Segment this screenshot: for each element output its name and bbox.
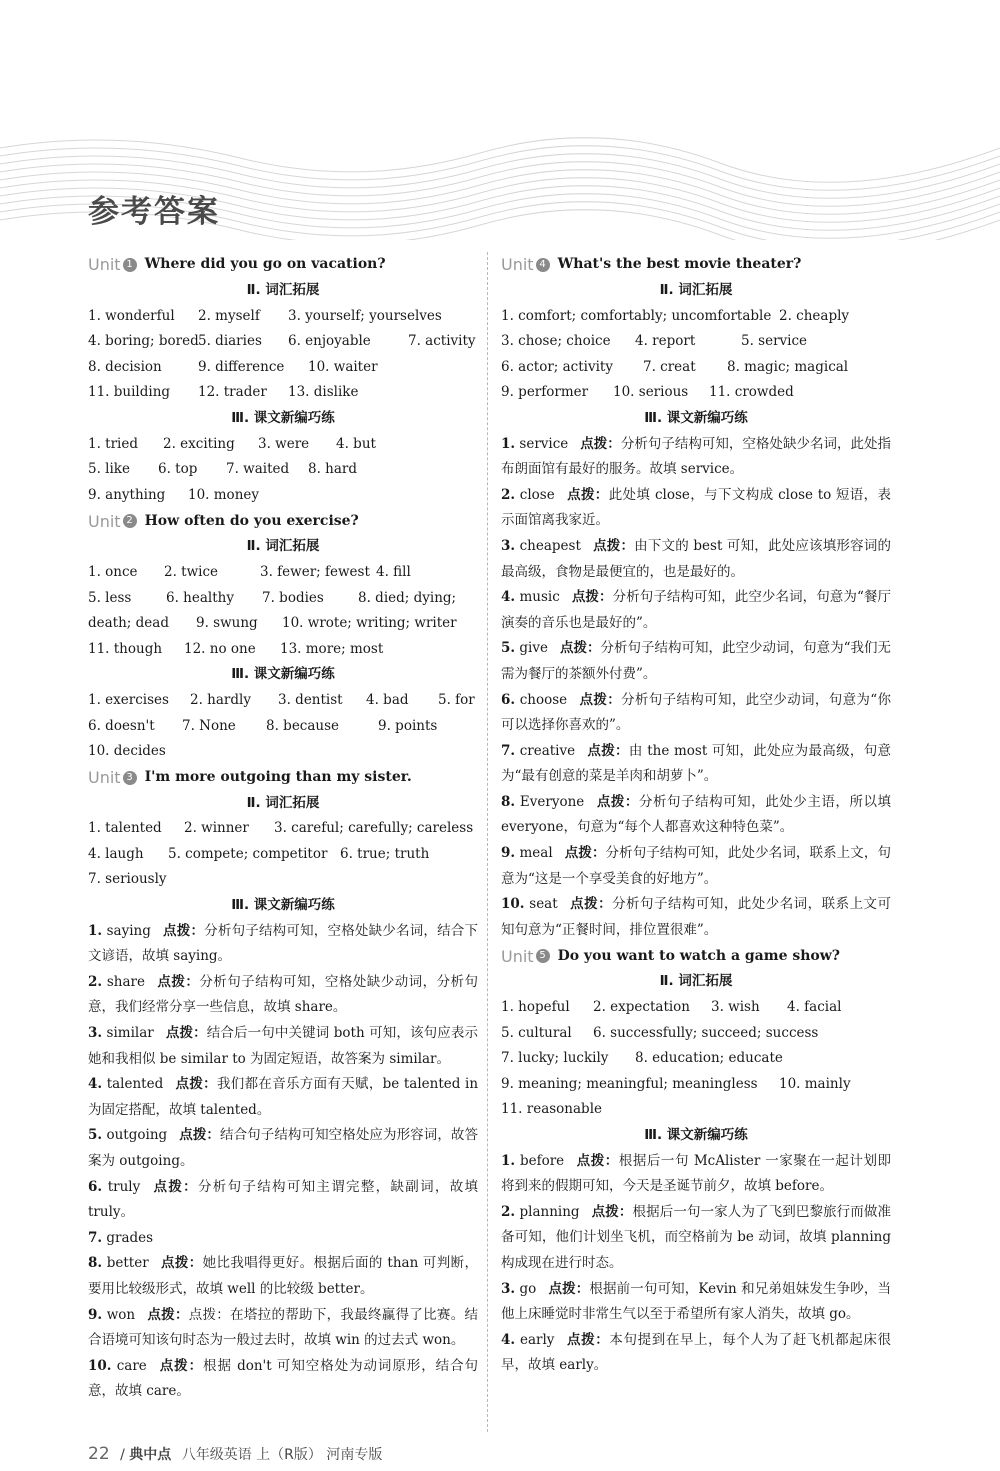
unit-number-badge: 1 (123, 258, 137, 272)
answer: 11. crowded (709, 384, 794, 401)
explanation-item: 10. seat 点拨：分析句子结构可知，此处少名词，联系上文可知句意为“正餐时间，排位置很难”。 (501, 896, 892, 938)
explanation-item: 4. talented 点拨：我们都在音乐方面有天赋，be talented in 为固定搭配，故填 talented。 (88, 1076, 479, 1118)
answer: 4. but (336, 435, 376, 452)
answer-row (501, 1097, 891, 1123)
answer: 7. activity (408, 333, 476, 350)
answer-row (88, 867, 478, 893)
answer: 4. laugh (88, 845, 144, 862)
answer: 10. decides (88, 743, 166, 760)
answer: 8. died; dying; (358, 589, 457, 606)
unit-5-header (501, 943, 891, 969)
answer-row (88, 560, 478, 586)
answer: 4. bad (366, 691, 409, 708)
section-heading: Ⅲ. 课文新编巧练 (231, 409, 335, 426)
explanation-item: 2. close 点拨：此处填 close，与下文构成 close to 短语，表示面馆离我家近。 (501, 486, 892, 529)
answer: 8. decision (88, 358, 162, 375)
answer: 2. twice (164, 563, 219, 580)
unit-title: I'm more outgoing than my sister. (144, 768, 412, 785)
answer: death; dead (88, 615, 169, 632)
answer: 11. reasonable (501, 1101, 602, 1118)
answer: 1. wonderful (88, 307, 175, 324)
answer-row (501, 380, 891, 406)
answer: 8. because (266, 717, 340, 734)
explanation-item: 5. outgoing 点拨：结合句子结构可知空格处应为形容词，故答案为 outgoing。 (88, 1127, 479, 1169)
unit-title: How often do you exercise? (144, 512, 359, 529)
answer: 10. wrote; writing; writer (282, 615, 457, 632)
answer-row (501, 329, 891, 355)
book-title: 八年级英语 上（R版） 河南专版 (181, 1447, 383, 1463)
answer: 4. report (635, 333, 696, 350)
answer: 3. careful; carefully; careless (274, 820, 474, 837)
answer: 10. serious (613, 384, 689, 401)
explanation-item: 8. Everyone 点拨：分析句子结构可知，此处少主语，所以填 everyone，句意为“每个人都喜欢这种特色菜”。 (501, 793, 892, 836)
explanation-item: 10. care 点拨：根据 don't 可知空格处为动词原形，结合句意，故填 care。 (88, 1357, 479, 1400)
brand-name: 典中点 (129, 1447, 172, 1463)
explanation-item: 5. give 点拨：分析句子结构可知，此空少动词，句意为“我们无需为餐厅的茶额外付费”。 (501, 640, 892, 682)
explanation-item: 6. truly 点拨：分析句子结构可知主谓完整，缺副词，故填 truly。 (88, 1178, 479, 1221)
answer: 11. building (88, 384, 171, 401)
answer-row (88, 380, 478, 406)
answer-row (88, 816, 478, 842)
section-heading: Ⅱ. 词汇拓展 (659, 282, 733, 298)
unit-title: Where did you go on vacation? (144, 256, 386, 273)
answer-row (88, 355, 478, 381)
right-column (501, 252, 891, 1379)
explanation-item: 2. planning 点拨：根据后一句一家人为了飞到巴黎旅行而做准备可知，他们计划坐飞机，而空格前为 be 动词，故填 planning 构成现在进行时态。 (501, 1203, 892, 1271)
explanation-item: 6. choose 点拨：分析句子结构可知，此空少动词，句意为“你可以选择你喜欢的”。 (501, 691, 892, 734)
answer: 9. performer (501, 384, 589, 401)
answer-row (88, 739, 478, 765)
answer: 7. lucky; luckily (501, 1050, 609, 1067)
answer-row (501, 1021, 891, 1047)
answer-row (501, 995, 891, 1021)
unit-number-badge: 4 (536, 258, 550, 272)
explanation-item: 1. service 点拨：分析句子结构可知，空格处缺少名词，此处指布朗面馆有最好的服务。故填 service。 (501, 435, 892, 478)
explanation-item: 4. music 点拨：分析句子结构可知，此空少名词，句意为“餐厅演奏的音乐也是最好的”。 (501, 589, 892, 631)
answer: 6. top (158, 461, 198, 478)
answer: 3. dentist (278, 691, 343, 708)
answer: 2. myself (198, 307, 260, 324)
section-heading: Ⅱ. 词汇拓展 (659, 973, 733, 990)
answer: 6. actor; activity (501, 358, 613, 375)
answer: 10. money (188, 486, 260, 503)
answer: 10. waiter (308, 358, 378, 375)
unit-number-badge: 2 (123, 514, 137, 528)
answer-row (88, 329, 478, 355)
explanation-item: 1. saying 点拨：分析句子结构可知，空格处缺少名词，结合下文谚语，故填 saying。 (88, 922, 479, 965)
section-heading: Ⅲ. 课文新编巧练 (644, 409, 748, 426)
answer: 12. no one (184, 640, 256, 657)
answer: 1. talented (88, 820, 162, 837)
answer: 2. cheaply (779, 307, 850, 324)
answer: 1. once (88, 563, 138, 580)
answer: 5. compete; competitor (168, 845, 328, 862)
answer-row (501, 304, 891, 330)
answer: 3. chose; choice (501, 333, 611, 350)
answer: 5. less (88, 589, 132, 606)
unit-label: Unit (88, 255, 121, 275)
unit-2-header (88, 508, 478, 534)
left-column (88, 252, 478, 1405)
unit-label: Unit (88, 511, 121, 531)
explanation-item: 3. go 点拨：根据前一句可知，Kevin 和兄弟姐妹发生争吵，当他上床睡觉时非常生气以至于希望所有家人消失，故填 go。 (501, 1280, 891, 1323)
unit-title: Do you want to watch a game show? (557, 947, 840, 964)
explanation-item: 8. better 点拨：她比我唱得更好。根据后面的 than 可判断，要用比较级形式，故填 well 的比较级 better。 (88, 1255, 479, 1297)
unit-4-header (501, 252, 891, 278)
answer-row (501, 1072, 891, 1098)
answer-row (88, 842, 478, 868)
section-heading: Ⅱ. 词汇拓展 (246, 794, 320, 811)
answer-row (501, 355, 891, 381)
answer: 6. true; truth (340, 845, 430, 862)
answer: 13. more; most (280, 640, 384, 657)
unit-label: Unit (88, 767, 121, 787)
explanation-item: 7. creative 点拨：由 the most 可知，此处应为最高级，句意为“最有创意的菜是羊肉和胡萝卜”。 (501, 742, 892, 785)
answer: 11. though (88, 640, 163, 657)
explanation-item: 7. grades (88, 1229, 154, 1246)
unit-title: What's the best movie theater? (557, 256, 802, 273)
answer: 9. points (378, 717, 438, 734)
answer-row (88, 714, 478, 740)
answer-row (88, 457, 478, 483)
answer: 9. anything (88, 486, 166, 503)
answer: 1. comfort; comfortably; uncomfortable (501, 307, 772, 324)
answer: 3. yourself; yourselves (288, 307, 442, 324)
answer: 9. swung (196, 615, 258, 632)
explanation-item: 9. meal 点拨：分析句子结构可知，此处少名词，联系上文，句意为“这是一个享受美食的好地方”。 (501, 845, 891, 887)
answer: 12. trader (198, 384, 267, 401)
answer: 9. meaning; meaningful; meaningless (501, 1075, 758, 1092)
page-title: 参考答案 (88, 194, 220, 230)
answer: 6. doesn't (88, 717, 155, 734)
explanation-item: 9. won 点拨：点拨：在塔拉的帮助下，我最终赢得了比赛。结合语境可知该句时态为一般过去时，故填 win 的过去式 won。 (88, 1306, 479, 1349)
answer: 8. magic; magical (727, 358, 849, 375)
explanation-item: 3. cheapest 点拨：由下文的 best 可知，此处应该填形容词的最高级，食物是最便宜的，也是最好的。 (501, 537, 892, 580)
answer: 2. hardly (190, 691, 251, 708)
footer-slash: / (120, 1447, 125, 1463)
explanation-item: 1. before 点拨：根据后一句 McAlister 一家聚在一起计划即将到来的假期可知，今天是圣诞节前夕，故填 before。 (501, 1152, 892, 1195)
answer-row (88, 688, 478, 714)
section-heading: Ⅱ. 词汇拓展 (246, 282, 320, 298)
answer: 13. dislike (288, 384, 359, 401)
answer: 2. winner (184, 820, 249, 837)
answer: 7. waited (226, 461, 290, 478)
answer: 7. seriously (88, 871, 167, 888)
answer: 5. cultural (501, 1024, 572, 1041)
answer-row (88, 611, 478, 637)
answer: 3. fewer; fewest (260, 563, 370, 580)
answer: 7. None (182, 717, 236, 734)
answer: 5. service (741, 333, 808, 350)
answer: 3. were (258, 435, 310, 452)
answer: 4. facial (787, 999, 842, 1016)
answer: 10. mainly (779, 1075, 851, 1092)
answer: 3. wish (711, 999, 760, 1016)
answer: 4. boring; bored (88, 333, 199, 350)
page-footer (88, 1444, 382, 1464)
answer: 6. successfully; succeed; success (593, 1024, 819, 1041)
section-heading: Ⅱ. 词汇拓展 (246, 538, 320, 555)
answer: 8. education; educate (635, 1050, 783, 1067)
section-heading: Ⅲ. 课文新编巧练 (231, 897, 335, 914)
answer-row (88, 432, 478, 458)
answer-row (88, 483, 478, 509)
unit-number-badge: 5 (536, 949, 550, 963)
explanation-item: 2. share 点拨：分析句子结构可知，空格处缺少动词，分析句意，我们经常分享一些信息，故填 share。 (88, 973, 479, 1016)
answer: 6. enjoyable (288, 333, 371, 350)
answer: 2. exciting (163, 435, 235, 452)
answer: 5. like (88, 461, 130, 478)
unit-3-header (88, 765, 478, 791)
unit-1-header (88, 252, 478, 278)
unit-label: Unit (501, 255, 534, 275)
answer: 6. healthy (166, 589, 234, 606)
answer: 4. fill (376, 563, 411, 580)
answer: 5. diaries (198, 333, 262, 350)
section-heading: Ⅲ. 课文新编巧练 (231, 666, 335, 683)
explanation-item: 4. early 点拨：本句提到在早上，每个人为了赶飞机都起床很早，故填 early。 (501, 1331, 892, 1374)
answer: 1. hopeful (501, 999, 570, 1016)
page-number: 22 (88, 1444, 110, 1464)
answer: 8. hard (308, 461, 358, 478)
unit-label: Unit (501, 946, 534, 966)
unit-number-badge: 3 (123, 771, 137, 785)
answer-row (88, 637, 478, 663)
answer-row (88, 586, 478, 612)
section-heading: Ⅲ. 课文新编巧练 (644, 1127, 748, 1143)
answer: 2. expectation (593, 999, 691, 1016)
answer: 1. exercises (88, 691, 169, 708)
answer: 7. creat (643, 358, 696, 375)
column-divider (487, 252, 488, 1432)
explanation-item: 3. similar 点拨：结合后一句中关键词 both 可知，该句应表示她和我相似 be similar to 为固定短语，故答案为 similar。 (88, 1025, 478, 1067)
answer: 9. difference (198, 358, 285, 375)
answer: 5. for (438, 691, 475, 708)
answer: 1. tried (88, 435, 138, 452)
answer-row (501, 1046, 891, 1072)
answer: 7. bodies (262, 589, 324, 606)
answer-row (88, 304, 478, 330)
